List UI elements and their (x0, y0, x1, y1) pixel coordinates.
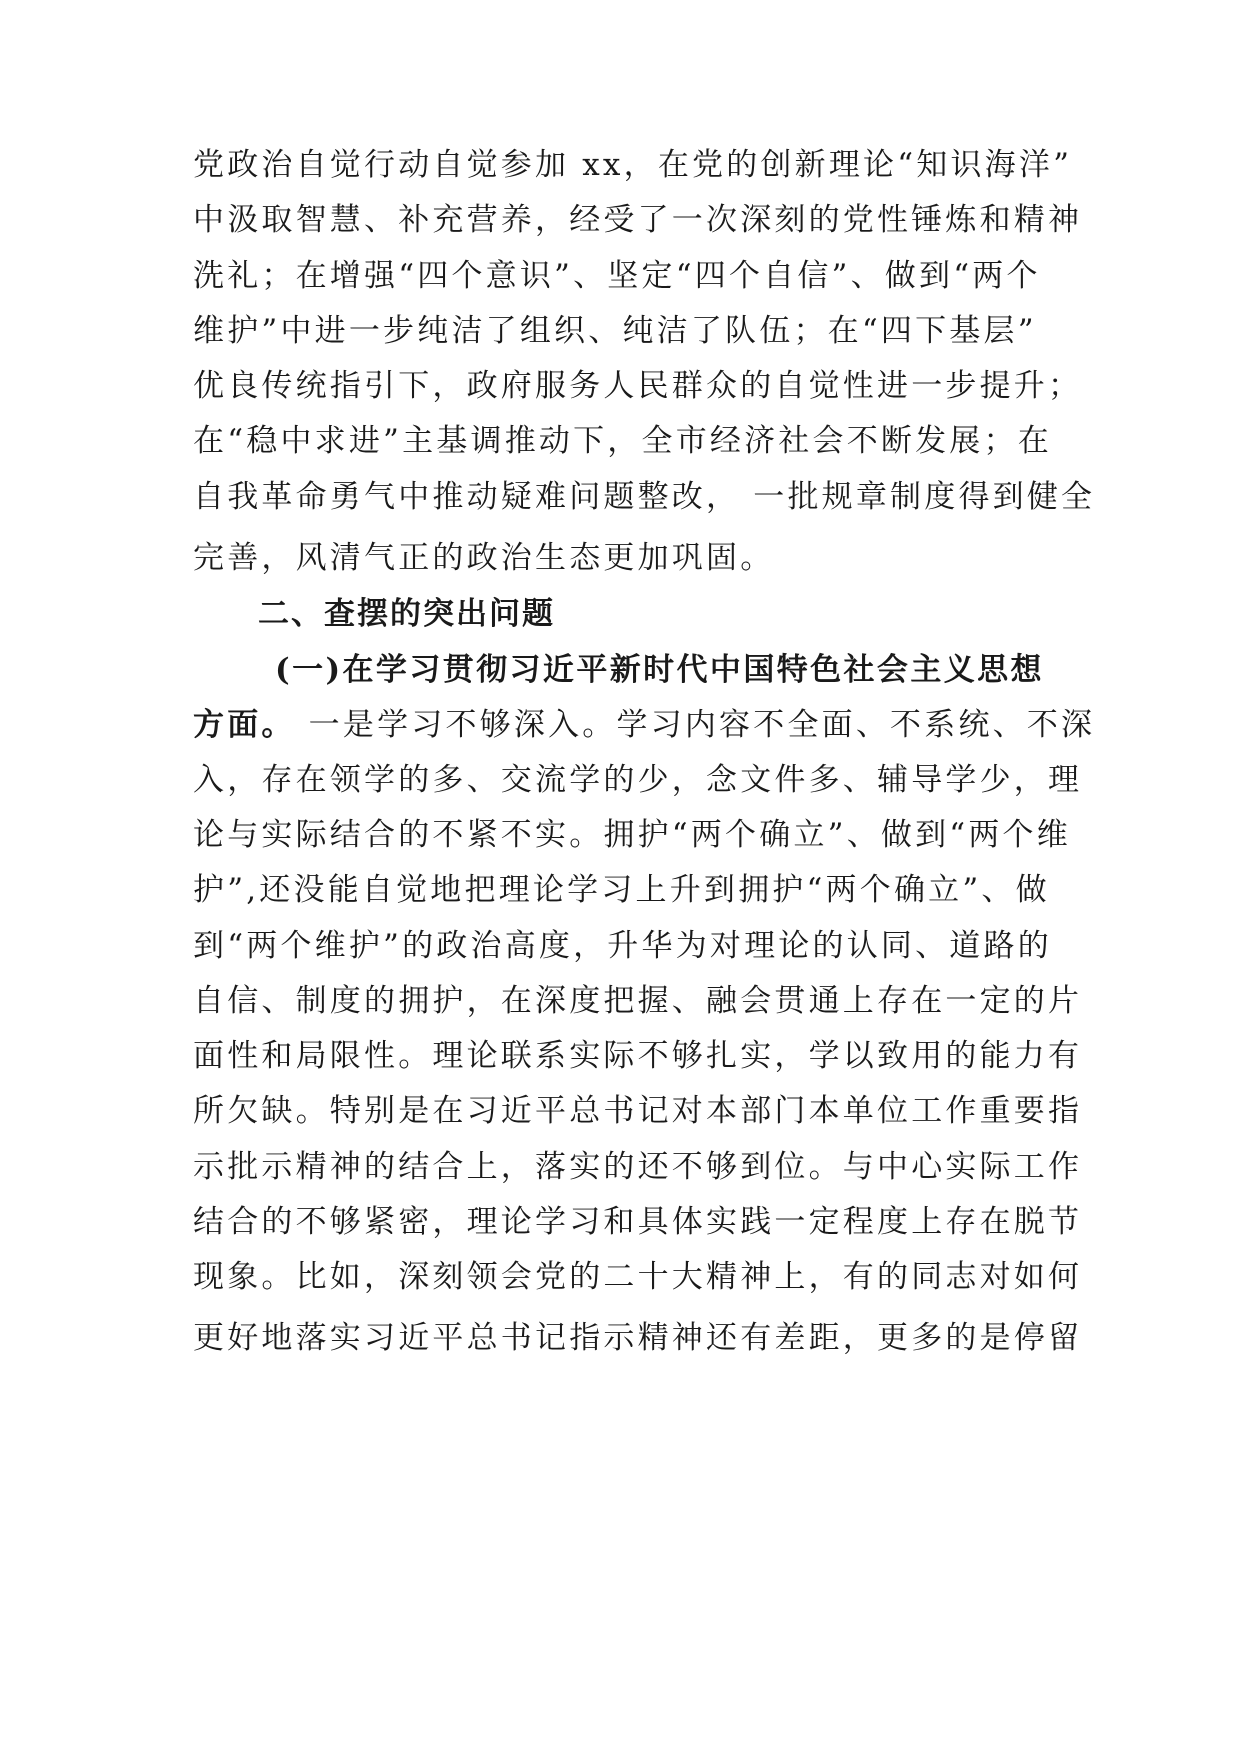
body-text-line (193, 705, 1096, 745)
section-heading: 二、查摆的突出问题 (258, 596, 555, 632)
subsection-heading-end: 方面。 (193, 707, 296, 743)
body-text-line: 入，存在领学的多、交流学的少，念文件多、辅导学少，理 (193, 762, 1083, 798)
body-text-span: 一是学习不够深入。学习内容不全面、不系统、不深 (295, 707, 1096, 743)
body-text-line: 结合的不够紧密，理论学习和具体实践一定程度上存在脱节 (193, 1204, 1083, 1240)
body-text-line: 在“稳中求进”主基调推动下，全市经济社会不断发展；在 (193, 423, 1052, 459)
body-text-line: 护”,还没能自觉地把理论学习上升到拥护“两个确立”、做 (193, 872, 1050, 908)
body-text-line: 维护”中进一步纯洁了组织、纯洁了队伍；在“四下基层” (193, 313, 1037, 349)
body-text-line: 中汲取智慧、补充营养，经受了一次深刻的党性锤炼和精神 (193, 202, 1083, 238)
body-text-line: 论与实际结合的不紧不实。拥护“两个确立”、做到“两个维 (193, 817, 1071, 853)
body-text-line: 自信、制度的拥护，在深度把握、融会贯通上存在一定的片 (193, 983, 1083, 1019)
body-text-line: 面性和局限性。理论联系实际不够扎实，学以致用的能力有 (193, 1038, 1083, 1074)
body-text-line: 完善，风清气正的政治生态更加巩固。 (193, 540, 775, 576)
subsection-heading: (一)在学习贯彻习近平新时代中国特色社会主义思想 (275, 652, 1044, 688)
body-text-line: 所欠缺。特别是在习近平总书记对本部门本单位工作重要指 (193, 1093, 1083, 1129)
body-text-line: 现象。比如，深刻领会党的二十大精神上，有的同志对如何 (193, 1259, 1083, 1295)
body-text-line: 示批示精神的结合上，落实的还不够到位。与中心实际工作 (193, 1149, 1083, 1185)
body-text-line: 到“两个维护”的政治高度，升华为对理论的认同、道路的 (193, 928, 1052, 964)
body-text-line: 党政治自觉行动自觉参加 xx，在党的创新理论“知识海洋” (193, 147, 1073, 183)
body-text-line: 优良传统指引下，政府服务人民群众的自觉性进一步提升； (193, 368, 1083, 404)
body-text-line: 更好地落实习近平总书记指示精神还有差距，更多的是停留 (193, 1320, 1083, 1356)
body-text-line: 自我革命勇气中推动疑难问题整改， 一批规章制度得到健全 (193, 479, 1096, 515)
body-text-line: 洗礼；在增强“四个意识”、坚定“四个自信”、做到“两个 (193, 258, 1041, 294)
